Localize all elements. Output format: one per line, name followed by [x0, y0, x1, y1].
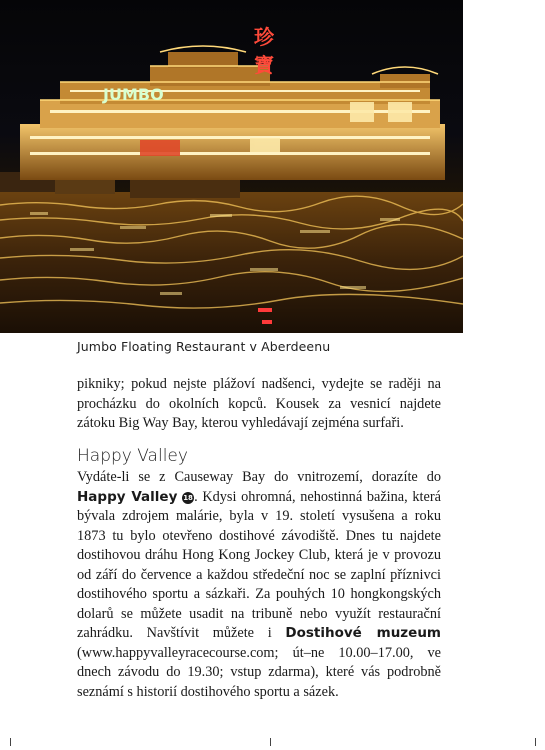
text-run: Vydáte-li se z Causeway Bay do vnitrozemí, dorazíte do — [77, 469, 441, 485]
crop-mark-left — [10, 738, 11, 746]
jumbo-sign: JUMBO — [103, 85, 164, 104]
chinese-sign-bottom: 寶 — [254, 53, 274, 77]
crop-mark-right — [535, 738, 536, 746]
jumbo-restaurant-photo — [0, 0, 463, 333]
place-name-happy-valley: Happy Valley — [77, 488, 178, 505]
text-run: (www.happyvalleyracecourse.com; út–ne 10.00–17.00, ve dnech závodu do 19.30; vstup zdarma), které vás podrobně seznámí s historií dostihového sportu a sázek. — [77, 644, 441, 700]
photo-caption: Jumbo Floating Restaurant v Aberdeenu — [77, 339, 331, 354]
section-heading: Happy Valley — [77, 446, 188, 466]
place-name-museum: Dostihové muzeum — [285, 625, 441, 641]
map-marker-badge: 18 — [183, 493, 193, 502]
paragraph-happy-valley — [77, 468, 441, 702]
text-run: . Kdysi ohromná, nehostinná bažina, která bývala zdrojem malárie, byla v 19. století vysušena a roku 1873 tu bylo otevřeno dostihové závodiště. Dnes tu najdete dostihovou dráhu Hong Kong Jockey Club, která je v provozu od září do července a každou středeční noc se zaplní příznivci dostihového sportu a sázkaři. Za pouhých 10 hongkongských dolarů se můžete usadit na tribuně nebo využít restaurační zahrádku. Navštívit můžete i — [77, 488, 441, 641]
paragraph-beaches: pikniky; pokud nejste plážoví nadšenci, vydejte se raději na procházku do okolních kopců. Kousek za vesnicí najdete zátoku Big Way Bay, kterou vyhledávají zejména surfaři. — [77, 376, 441, 431]
chinese-sign-top: 珍 — [254, 25, 274, 49]
crop-mark-mid — [270, 738, 271, 746]
